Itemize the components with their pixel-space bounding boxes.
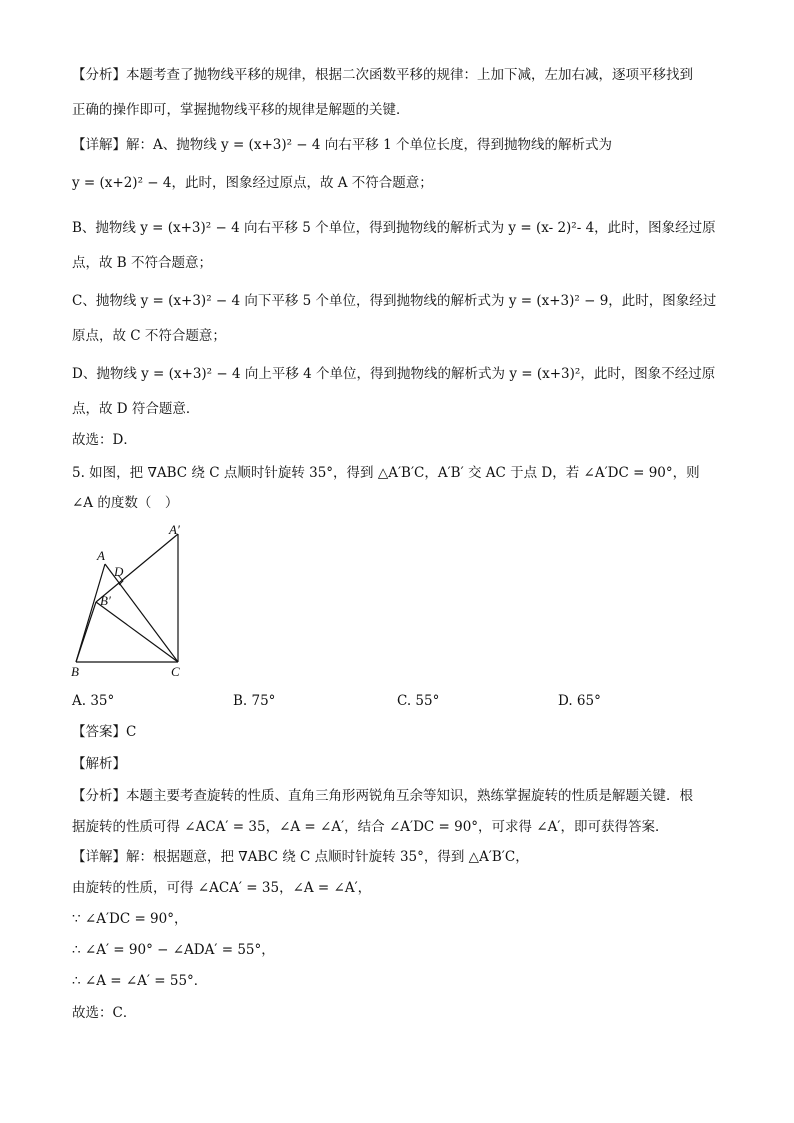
label-C: C <box>171 664 180 679</box>
explanation-analysis-1: 【分析】本题主要考查旋转的性质、直角三角形两锐角互余等知识，熟练掌握旋转的性质是解题关键．根 <box>72 788 693 804</box>
detail-line-3: B、抛物线 y = (x+3)² − 4 向右平移 5 个单位，得到抛物线的解析式为 y = (x- 2)²- 4，此时，图象经过原 <box>72 220 716 236</box>
option-a: A. 35° <box>72 693 115 709</box>
detail-line-5: C、抛物线 y = (x+3)² − 4 向下平移 5 个单位，得到抛物线的解析式为 y = (x+3)² − 9，此时，图象经过 <box>72 293 717 309</box>
explanation-detail-5: ∴ ∠A = ∠A′ = 55°． <box>72 973 208 989</box>
explanation-analysis-2: 据旋转的性质可得 ∠ACA′ = 35，∠A = ∠A′，结合 ∠A′DC = 90°，可求得 ∠A′，即可获得答案． <box>72 819 669 835</box>
analysis-line-2: 正确的操作即可，掌握抛物线平移的规律是解题的关键． <box>72 102 410 118</box>
question-line-1: 5. 如图，把 ∇ABC 绕 C 点顺时针旋转 35°，得到 △A′B′C，A′B′ 交 AC 于点 D，若 ∠A′DC = 90°，则 <box>72 465 700 481</box>
label-B-prime: B′ <box>100 593 111 608</box>
triangle-rotation-figure <box>68 522 198 682</box>
option-c: C. 55° <box>397 693 440 709</box>
segment-B-prime-C <box>96 602 178 662</box>
detail-line-2: y = (x+2)² − 4，此时，图象经过原点，故 A 不符合题意； <box>72 175 433 191</box>
label-A-prime: A′ <box>169 522 180 537</box>
label-B: B <box>71 664 79 679</box>
detail-line-4: 点，故 B 不符合题意； <box>72 255 213 271</box>
explanation-detail-1: 【详解】解：根据题意，把 ∇ABC 绕 C 点顺时针旋转 35°，得到 △A′B′C， <box>72 849 529 865</box>
detail-line-7: D、抛物线 y = (x+3)² − 4 向上平移 4 个单位，得到抛物线的解析式为 y = (x+3)²，此时，图象不经过原 <box>72 366 716 382</box>
label-A: A <box>97 548 105 563</box>
question-line-2: ∠A 的度数（ ） <box>72 495 179 511</box>
explanation-detail-3: ∵ ∠A′DC = 90°， <box>72 911 188 927</box>
detail-line-1: 【详解】解：A、抛物线 y = (x+3)² − 4 向右平移 1 个单位长度，得到抛物线的解析式为 <box>72 137 612 153</box>
detail-line-8: 点，故 D 符合题意． <box>72 401 200 417</box>
option-d: D. 65° <box>558 693 601 709</box>
explanation-detail-4: ∴ ∠A′ = 90° − ∠ADA′ = 55°， <box>72 942 275 958</box>
conclusion-line: 故选：D． <box>72 432 137 448</box>
label-D: D <box>114 564 124 579</box>
option-b: B. 75° <box>233 693 276 709</box>
answer-line: 【答案】C <box>72 724 137 740</box>
analysis-line-1: 【分析】本题考查了抛物线平移的规律，根据二次函数平移的规律：上加下减，左加右减，逐项平移找到 <box>72 67 693 83</box>
explanation-conclusion: 故选：C． <box>72 1005 137 1021</box>
explanation-detail-2: 由旋转的性质，可得 ∠ACA′ = 35，∠A = ∠A′， <box>72 880 372 896</box>
detail-line-6: 原点，故 C 不符合题意； <box>72 328 226 344</box>
segment-B-B-prime <box>76 602 96 662</box>
explanation-heading: 【解析】 <box>72 756 126 772</box>
